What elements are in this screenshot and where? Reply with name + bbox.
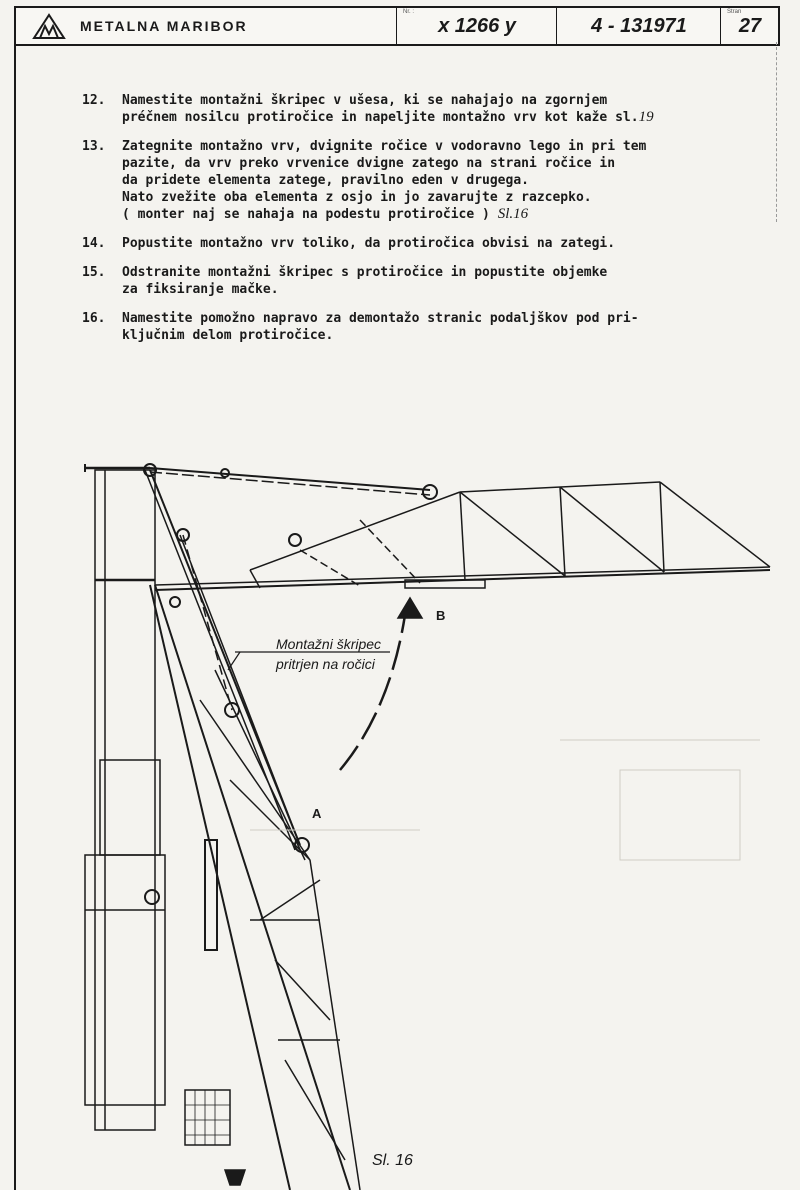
label-a: A: [312, 806, 322, 821]
number-label: Nr. :: [403, 9, 415, 15]
page-number: 27: [738, 14, 762, 37]
page-cell: [720, 8, 779, 44]
crane-assembly-drawing: [0, 440, 800, 1190]
company-name: METALNA MARIBOR: [80, 18, 248, 34]
title-block: [14, 6, 780, 46]
company-logo-icon: [32, 12, 66, 40]
drawing-number: x 1266 y: [438, 14, 516, 37]
step-number: 13.: [82, 139, 106, 154]
step-12: [82, 92, 772, 126]
step-number: 14.: [82, 236, 106, 251]
step-15: [82, 264, 772, 298]
callout-line-2: pritrjen na ročici: [276, 656, 375, 672]
step-number: 16.: [82, 311, 106, 326]
tower-mast: [85, 470, 245, 1185]
callout-pulley-label: [276, 636, 381, 672]
step-text: Odstranite montažni škripec s protiročice in popustite objemke za fiksiranje mačke.: [122, 265, 608, 297]
step-text: Namestite pomožno napravo za demontažo stranic podaljškov pod pri- ključnim delom protiročice.: [122, 311, 639, 343]
number-cell: [396, 8, 557, 44]
step-16: [82, 310, 772, 344]
jib-boom: [155, 482, 770, 590]
figure-reference: Sl.16: [497, 206, 529, 222]
step-14: [82, 235, 772, 252]
frame-right-border: [776, 42, 777, 222]
callout-line-1: Montažni škripec: [276, 636, 382, 652]
document-number: 4 - 131971: [591, 14, 687, 37]
label-b: B: [436, 608, 446, 623]
step-text: Namestite montažni škripec v ušesa, ki se nahajajo na zgornjem préčnem nosilcu protiročice in napeljite montažno vrv kot kaže sl.19: [122, 93, 654, 125]
instruction-list: [82, 92, 772, 356]
step-13: [82, 138, 772, 223]
page-label: Stran: [727, 9, 742, 15]
step-number: 12.: [82, 93, 106, 108]
step-number: 15.: [82, 265, 106, 280]
step-text: Popustite montažno vrv toliko, da protiročica obvisi na zategi.: [122, 236, 616, 251]
figure-caption: Sl. 16: [372, 1152, 413, 1169]
step-text: Zategnite montažno vrv, dvignite ročice v vodoravno lego in pri tem pazite, da vrv preko vrvenice dvigne zatego na strani ročice in da pridete elementa zatege, pravilno eden v drugega. Nato zvežite oba elementa z osjo in jo zavarujte z razcepko. ( monter naj se nahaja na podestu protiročice ) Sl.16: [122, 139, 647, 222]
company-cell: [16, 8, 396, 44]
figure-reference: 19: [638, 109, 654, 125]
document-cell: [556, 8, 721, 44]
